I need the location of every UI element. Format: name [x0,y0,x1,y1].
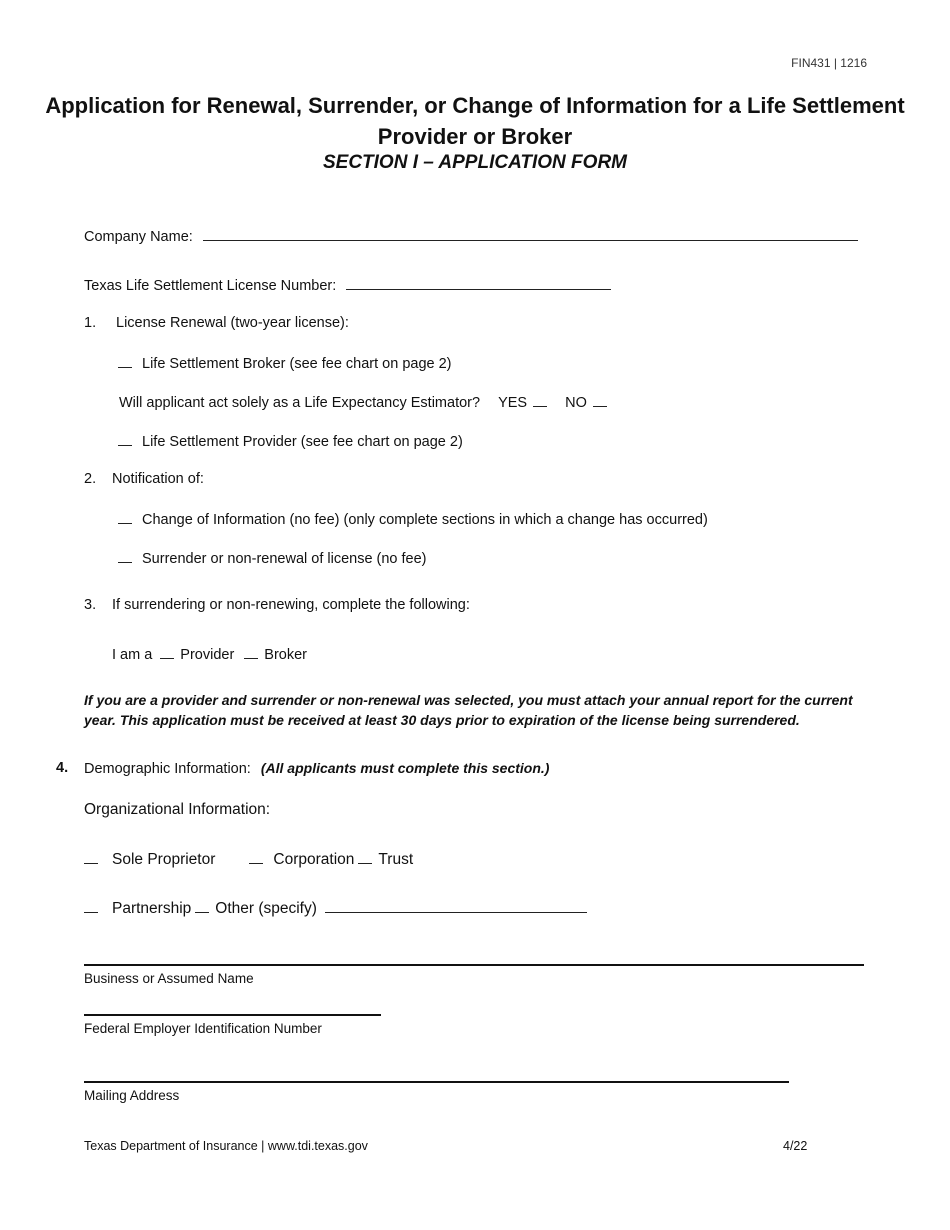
license-number-row [84,276,611,294]
business-name-line[interactable] [84,964,864,966]
i-am-a-label: I am a [112,647,153,663]
section4-heading-row [84,760,549,777]
no-label: NO [565,395,587,411]
partnership-label: Partnership [112,900,192,917]
surrender-option-label: Surrender or non-renewal of license (no fee) [142,551,427,567]
section-subtitle: SECTION I – APPLICATION FORM [322,152,627,173]
page-number: 4/22 [783,1139,808,1153]
org-info-label: Organizational Information: [84,801,271,818]
yes-label: YES [498,395,528,411]
fein-line[interactable] [84,1014,381,1016]
company-name-row [84,227,858,245]
role-broker-label: Broker [264,647,308,663]
trust-label: Trust [378,851,414,868]
footer-agency: Texas Department of Insurance | www.tdi.texas.gov [84,1139,368,1153]
fein-caption: Federal Employer Identification Number [84,1021,322,1036]
sole-proprietor-label: Sole Proprietor [112,851,216,868]
section2-number: 2. [84,471,97,487]
form-code: FIN431 | 1216 [791,56,867,70]
role-provider-label: Provider [180,647,235,663]
other-specify-field[interactable] [325,899,587,913]
section3-heading: If surrendering or non-renewing, complete the following: [112,597,470,613]
company-name-label: Company Name: [84,229,193,245]
section3-number: 3. [84,597,97,613]
change-option-row [118,510,708,528]
other-checkbox[interactable] [195,899,209,913]
broker-option-row [118,354,452,372]
org-type-row-2 [84,899,587,918]
broker-option-label: Life Settlement Broker (see fee chart on page 2) [142,356,452,372]
yes-checkbox[interactable] [533,393,547,407]
surrender-notice: If you are a provider and surrender or non-renewal was selected, you must attach your annual report for the current year. This application must be received at least 30 days prior to expiration of the license being surrendered. [84,692,853,728]
no-checkbox[interactable] [593,393,607,407]
company-name-field[interactable] [203,227,858,241]
page-title: Application for Renewal, Surrender, or Change of Information for a Life Settlement Provider or Broker [45,93,905,149]
corporation-checkbox[interactable] [249,850,263,864]
section4-number: 4. [56,760,69,776]
surrender-checkbox[interactable] [118,549,132,563]
org-type-row-1 [84,850,413,869]
surrender-option-row [118,549,427,567]
mailing-address-line[interactable] [84,1081,789,1083]
section4-heading: Demographic Information: [84,761,251,777]
license-number-field[interactable] [346,276,611,290]
other-label: Other (specify) [215,900,317,917]
sole-proprietor-checkbox[interactable] [84,850,98,864]
business-name-caption: Business or Assumed Name [84,971,254,986]
corporation-label: Corporation [273,851,355,868]
change-option-label: Change of Information (no fee) (only complete sections in which a change has occurred) [142,512,708,528]
section2-heading: Notification of: [112,471,204,487]
license-number-label: Texas Life Settlement License Number: [84,278,337,294]
mailing-address-caption: Mailing Address [84,1088,180,1103]
role-provider-checkbox[interactable] [160,645,174,659]
provider-option-label: Life Settlement Provider (see fee chart on page 2) [142,434,463,450]
section1-number: 1. [84,315,97,331]
estimator-question: Will applicant act solely as a Life Expectancy Estimator? [119,395,481,411]
change-checkbox[interactable] [118,510,132,524]
broker-checkbox[interactable] [118,354,132,368]
section4-note: (All applicants must complete this section.) [260,760,550,776]
provider-checkbox[interactable] [118,432,132,446]
section1-heading: License Renewal (two-year license): [116,315,349,331]
partnership-checkbox[interactable] [84,899,98,913]
role-broker-checkbox[interactable] [244,645,258,659]
role-row [112,645,307,663]
estimator-question-row [119,393,613,411]
provider-option-row [118,432,463,450]
trust-checkbox[interactable] [358,850,372,864]
